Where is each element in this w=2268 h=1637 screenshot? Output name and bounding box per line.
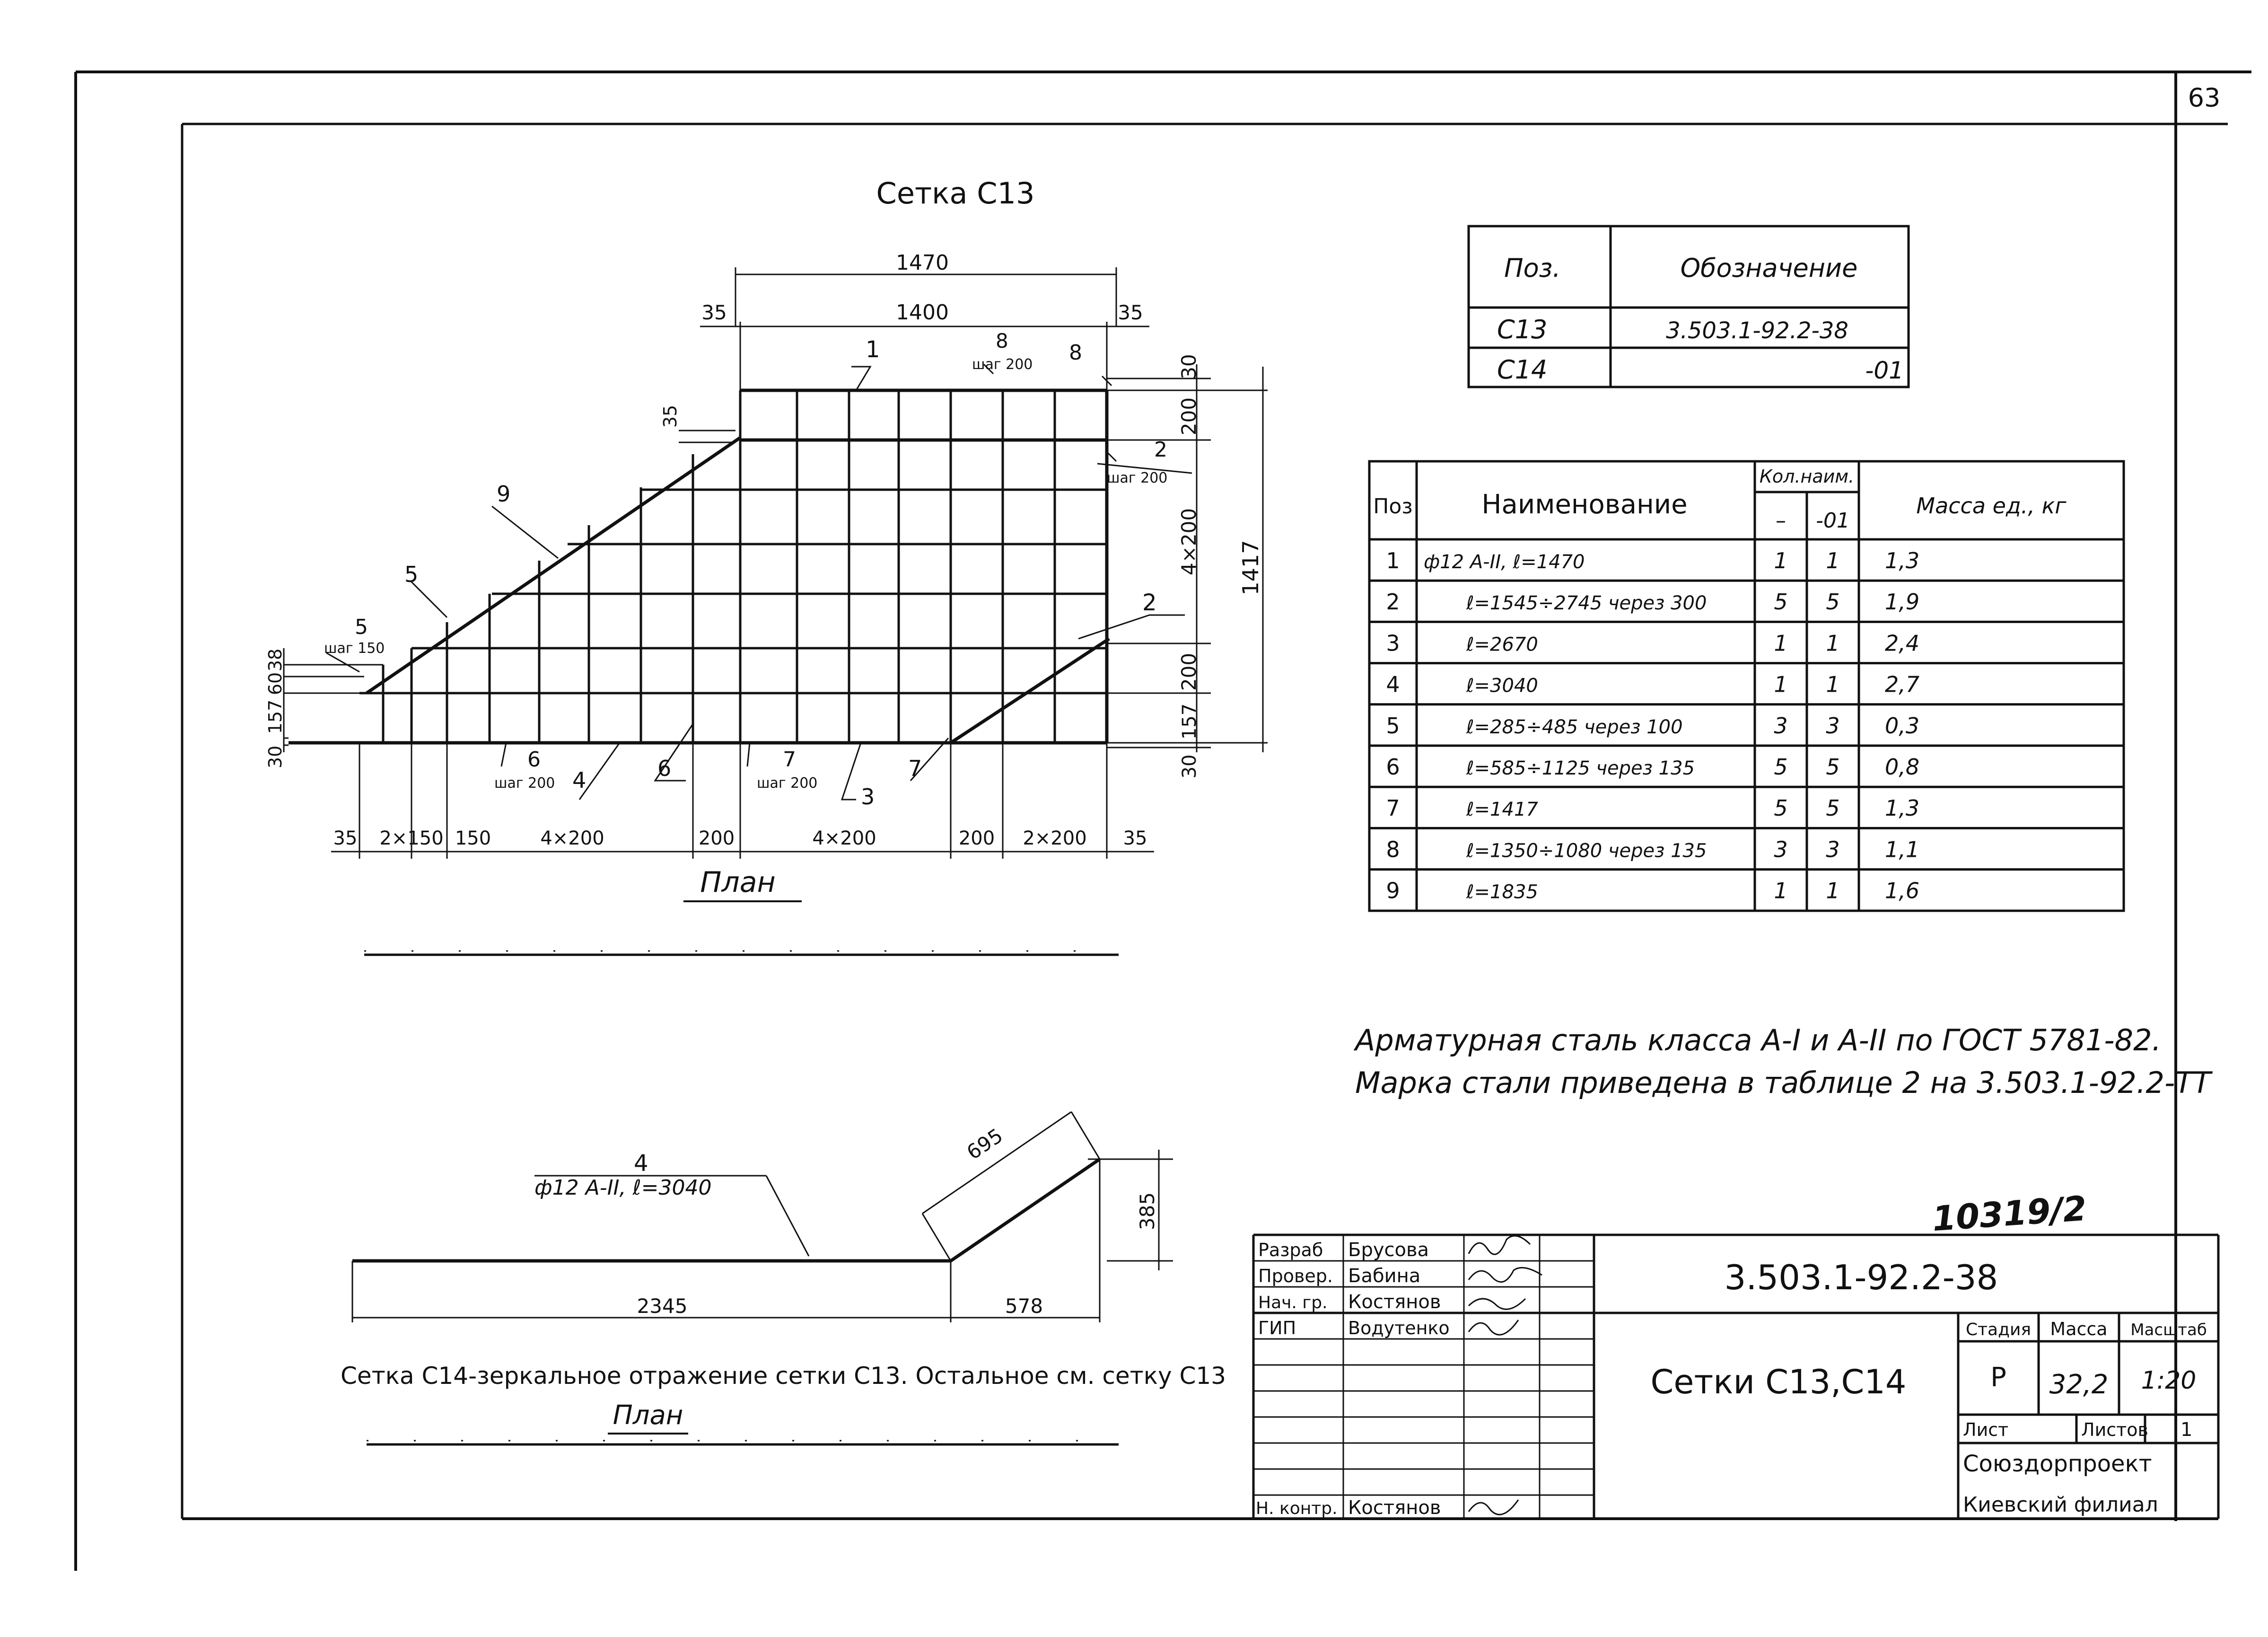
designation-row1-pos: С13 xyxy=(1497,315,1548,344)
callout-leaders xyxy=(326,364,1192,800)
transverse-bars xyxy=(383,390,1055,743)
spec-cell-a: 1 xyxy=(1774,878,1788,904)
spec-cell-pos: 8 xyxy=(1386,836,1400,863)
callout-7-b: 7 xyxy=(908,756,922,781)
bar4-detail xyxy=(352,1112,1173,1322)
c14-plan-section-line xyxy=(367,1441,1119,1444)
spec-cell-name: ℓ=1350÷1080 через 135 xyxy=(1466,840,1707,862)
tb-role-3: Нач. гр. xyxy=(1258,1293,1328,1312)
spec-header-mass: Масса ед., кг xyxy=(1916,493,2067,519)
dimension-lines-top xyxy=(700,267,1149,390)
spec-cell-a: 5 xyxy=(1774,795,1788,821)
spec-rows xyxy=(1386,548,1919,904)
tb-role-2: Провер. xyxy=(1258,1266,1333,1286)
callout-2-right: 2 xyxy=(1142,590,1157,616)
notes xyxy=(1353,1023,2213,1100)
dim-right-157: 157 xyxy=(1179,703,1200,740)
tb-stage-label: Стадия xyxy=(1965,1320,2032,1339)
spec-cell-pos: 6 xyxy=(1386,754,1400,780)
dim-right-overall: 1417 xyxy=(1238,540,1263,596)
bar4-label: ф12 А-II, ℓ=3040 xyxy=(534,1176,712,1200)
dimension-lines-left xyxy=(284,431,736,752)
spec-cell-name: ℓ=285÷485 через 100 xyxy=(1466,716,1683,738)
dim-top-left-edge: 35 xyxy=(701,301,727,324)
dim-right-top-30: 30 xyxy=(1177,354,1200,379)
dim-upper-left-35: 35 xyxy=(660,405,681,428)
spec-cell-a: 5 xyxy=(1774,754,1788,780)
dim-left-157: 157 xyxy=(265,699,286,734)
dim-top-overall: 1470 xyxy=(896,251,949,275)
callout-6-a-step: шаг 200 xyxy=(494,775,555,792)
dim-bottom-150: 150 xyxy=(455,827,491,849)
designation-row2-code: -01 xyxy=(1865,357,1904,384)
dim-bottom-2x200: 2×200 xyxy=(1023,827,1087,849)
spec-row xyxy=(1386,589,1919,615)
spec-cell-pos: 4 xyxy=(1386,671,1400,697)
tb-name-4: Водутенко xyxy=(1348,1318,1450,1338)
bar4-dim-695: 695 xyxy=(962,1124,1007,1164)
tb-stage: Р xyxy=(1990,1362,2006,1393)
spec-cell-name: ℓ=585÷1125 через 135 xyxy=(1466,757,1695,779)
dim-bottom-200-b: 200 xyxy=(958,827,995,849)
title-block xyxy=(1253,1235,2218,1519)
spec-cell-a: 3 xyxy=(1774,713,1788,739)
spec-cell-a: 1 xyxy=(1774,630,1788,656)
tb-scale-label: Масштаб xyxy=(2130,1320,2207,1339)
dim-bottom-200-a: 200 xyxy=(698,827,735,849)
tb-title: Сетки С13,С14 xyxy=(1650,1363,1907,1401)
spec-cell-mass: 1,9 xyxy=(1885,589,1920,615)
designation-table xyxy=(1469,226,1909,387)
note-line-1: Арматурная сталь класса А-I и А-II по ГОСТ 5781-82. xyxy=(1355,1023,2162,1057)
note-line-2: Марка стали приведена в таблице 2 на 3.503.1-92.2-ТТ xyxy=(1355,1065,2211,1100)
tb-mass-label: Масса xyxy=(2050,1319,2108,1339)
tb-control-name: Костянов xyxy=(1348,1497,1441,1519)
callout-8-a: 8 xyxy=(996,329,1008,352)
spec-table xyxy=(1369,461,2124,911)
spec-cell-a: 1 xyxy=(1774,671,1788,697)
spec-cell-name: ℓ=1545÷2745 через 300 xyxy=(1466,592,1707,615)
bar4-dim-578: 578 xyxy=(1005,1294,1043,1318)
dim-left-38: 38 xyxy=(265,648,286,672)
spec-row xyxy=(1386,795,1919,821)
spec-cell-name: ф12 А-II, ℓ=1470 xyxy=(1424,551,1585,573)
designation-row2-pos: С14 xyxy=(1497,355,1548,385)
dim-bottom-4x200-a: 4×200 xyxy=(540,827,604,849)
spec-cell-mass: 1,3 xyxy=(1885,795,1920,821)
spec-cell-mass: 1,3 xyxy=(1885,548,1920,573)
spec-cell-pos: 1 xyxy=(1386,548,1400,573)
callout-2-top: 2 xyxy=(1154,438,1167,462)
callout-3: 3 xyxy=(861,784,875,810)
tb-role-1: Разраб xyxy=(1258,1240,1323,1260)
sheet-frame xyxy=(76,72,2251,1571)
designation-header-code: Обозначение xyxy=(1680,253,1858,283)
callout-6-a: 6 xyxy=(527,748,541,772)
spec-cell-mass: 2,7 xyxy=(1885,671,1920,697)
c13-title: Сетка С13 xyxy=(876,176,1035,211)
spec-header-name: Наименование xyxy=(1481,489,1688,520)
spec-cell-a: 5 xyxy=(1774,589,1788,615)
dim-bottom-35-left: 35 xyxy=(333,827,358,849)
spec-cell-name: ℓ=1835 xyxy=(1466,881,1538,903)
callout-2-top-step: шаг 200 xyxy=(1107,470,1168,486)
tb-role-4: ГИП xyxy=(1258,1318,1296,1338)
dim-bottom-2x150: 2×150 xyxy=(379,827,444,849)
spec-cell-pos: 2 xyxy=(1386,589,1400,615)
dim-left-60: 60 xyxy=(265,672,286,695)
spec-cell-pos: 5 xyxy=(1386,713,1400,739)
spec-row xyxy=(1386,754,1919,780)
callout-1: 1 xyxy=(866,336,880,363)
spec-cell-b: 5 xyxy=(1826,795,1840,821)
spec-cell-b: 1 xyxy=(1826,548,1840,573)
callout-8-b: 8 xyxy=(1069,341,1082,365)
bar4-pos: 4 xyxy=(634,1150,648,1177)
dim-right-200-a: 200 xyxy=(1177,397,1200,436)
callout-6-b: 6 xyxy=(657,756,672,781)
callout-7-a: 7 xyxy=(783,748,796,772)
dim-bottom-4x200-b: 4×200 xyxy=(812,827,876,849)
spec-header-qty-a: – xyxy=(1776,509,1786,533)
signature-marks xyxy=(1469,1236,1542,1514)
spec-cell-b: 3 xyxy=(1826,713,1840,739)
spec-cell-name: ℓ=3040 xyxy=(1466,675,1538,697)
dim-right-bottom-30: 30 xyxy=(1179,754,1200,779)
spec-header-pos: Поз xyxy=(1373,494,1413,519)
spec-cell-pos: 3 xyxy=(1386,630,1400,656)
spec-header-qty-b: -01 xyxy=(1816,509,1850,533)
spec-row xyxy=(1386,836,1919,862)
spec-cell-name: ℓ=2670 xyxy=(1466,634,1538,656)
designation-row1-code: 3.503.1-92.2-38 xyxy=(1666,317,1848,344)
callout-8-a-step: шаг 200 xyxy=(972,356,1033,373)
spec-cell-a: 1 xyxy=(1774,548,1788,573)
spec-header-qty: Кол.наим. xyxy=(1759,466,1855,487)
mesh-c13-drawing xyxy=(265,176,1268,955)
spec-cell-mass: 1,1 xyxy=(1885,836,1920,863)
dim-left-30: 30 xyxy=(265,745,286,769)
spec-cell-pos: 9 xyxy=(1386,878,1400,904)
c14-plan-label: План xyxy=(613,1400,683,1431)
spec-cell-name: ℓ=1417 xyxy=(1466,799,1538,821)
spec-row xyxy=(1386,713,1919,739)
dim-right-200-b: 200 xyxy=(1177,652,1200,691)
tb-org-line1: Союздорпроект xyxy=(1963,1451,2152,1477)
spec-cell-b: 3 xyxy=(1826,836,1840,863)
spec-cell-mass: 0,8 xyxy=(1885,754,1920,780)
callout-5-upper: 5 xyxy=(404,562,419,587)
tb-sheets: 1 xyxy=(2180,1419,2193,1441)
spec-row xyxy=(1386,878,1919,904)
callout-7-a-step: шаг 200 xyxy=(757,775,818,792)
tb-name-1: Брусова xyxy=(1348,1239,1429,1261)
archive-number: 10319/2 xyxy=(1931,1188,2088,1239)
spec-cell-b: 5 xyxy=(1826,589,1840,615)
c13-plan-section-line xyxy=(364,951,1119,955)
spec-row xyxy=(1386,672,1919,697)
tb-doc-code: 3.503.1-92.2-38 xyxy=(1724,1258,1998,1297)
callout-9: 9 xyxy=(497,481,511,507)
c14-note-block xyxy=(341,1362,1226,1444)
dim-right-4x200: 4×200 xyxy=(1177,508,1200,576)
spec-cell-b: 1 xyxy=(1826,671,1840,697)
page-number: 63 xyxy=(2188,83,2221,113)
tb-sheets-label: Листов xyxy=(2081,1419,2148,1440)
callout-5-step: шаг 150 xyxy=(324,640,385,657)
spec-cell-pos: 7 xyxy=(1386,795,1400,821)
c13-plan-label: План xyxy=(700,866,776,899)
tb-control-role: Н. контр. xyxy=(1256,1499,1338,1518)
c14-note: Сетка С14-зеркальное отражение сетки С13. Остальное см. сетку С13 xyxy=(341,1362,1226,1390)
bar4-dim-2345: 2345 xyxy=(637,1294,688,1318)
tb-scale: 1:20 xyxy=(2141,1366,2197,1395)
spec-cell-b: 5 xyxy=(1826,754,1840,780)
spec-cell-b: 1 xyxy=(1826,878,1840,904)
dim-top-right-edge: 35 xyxy=(1118,301,1143,324)
spec-row xyxy=(1386,548,1919,573)
designation-header-pos: Поз. xyxy=(1504,253,1561,283)
tb-name-2: Бабина xyxy=(1348,1265,1421,1287)
spec-cell-a: 3 xyxy=(1774,836,1788,863)
tb-org-line2: Киевский филиал xyxy=(1963,1493,2158,1517)
spec-cell-b: 1 xyxy=(1826,630,1840,656)
tb-name-3: Костянов xyxy=(1348,1291,1441,1313)
dim-bottom-35-right: 35 xyxy=(1123,827,1147,849)
spec-cell-mass: 0,3 xyxy=(1885,713,1920,739)
tb-mass: 32,2 xyxy=(2049,1369,2109,1400)
dim-top-inner: 1400 xyxy=(896,300,949,325)
spec-row xyxy=(1386,630,1919,656)
spec-cell-mass: 1,6 xyxy=(1885,878,1920,904)
bar4-dim-385: 385 xyxy=(1136,1192,1159,1231)
callout-4: 4 xyxy=(572,767,587,793)
spec-cell-mass: 2,4 xyxy=(1885,630,1920,656)
callout-5-lower: 5 xyxy=(355,615,368,639)
tb-sheet-label: Лист xyxy=(1963,1419,2009,1440)
